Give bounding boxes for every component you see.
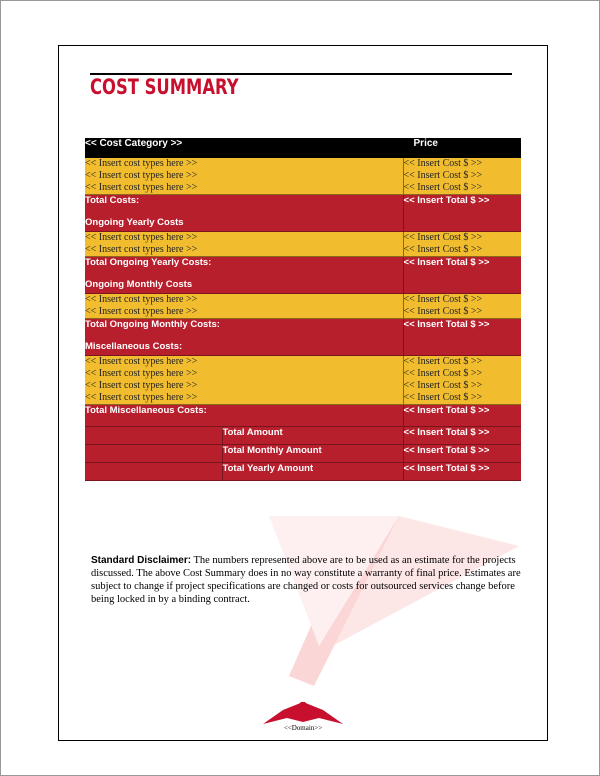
- cost-items-row: [85, 294, 521, 319]
- page-title: COST SUMMARY: [90, 75, 239, 99]
- cost-type-placeholder: << Insert cost types here >>: [85, 306, 198, 317]
- section-total-label-cell: [85, 195, 403, 232]
- cost-price-placeholder: << Insert Cost $ >>: [403, 182, 483, 193]
- grand-total-spacer: [85, 445, 222, 463]
- section-total-label-cell: [85, 405, 403, 427]
- cost-type-placeholder: << Insert cost types here >>: [85, 356, 198, 367]
- section-total-row: [85, 319, 521, 356]
- section-total-label-cell: [85, 257, 403, 294]
- grand-total-row: [85, 427, 521, 445]
- section-total-label: Total Ongoing Monthly Costs:: [85, 319, 220, 330]
- grand-total-label: Total Amount: [222, 427, 403, 445]
- cost-price-placeholder: << Insert Cost $ >>: [403, 158, 483, 169]
- cost-types-cell: [85, 356, 403, 405]
- section-total-value: << Insert Total $ >>: [403, 257, 521, 294]
- section-total-label: Total Costs:: [85, 195, 140, 206]
- section-total-value: << Insert Total $ >>: [403, 405, 521, 427]
- cost-type-placeholder: << Insert cost types here >>: [85, 244, 198, 255]
- grand-total-spacer: [85, 463, 222, 481]
- section-heading: Ongoing Monthly Costs: [85, 279, 193, 290]
- grand-total-row: [85, 445, 521, 463]
- cost-price-placeholder: << Insert Cost $ >>: [403, 356, 483, 367]
- cost-prices-cell: [403, 232, 521, 257]
- cost-types-cell: [85, 158, 403, 195]
- cost-types-cell: [85, 294, 403, 319]
- cost-prices-cell: [403, 356, 521, 405]
- cost-prices-cell: [403, 158, 521, 195]
- cost-price-placeholder: << Insert Cost $ >>: [403, 392, 483, 403]
- cost-items-row: [85, 232, 521, 257]
- section-total-row: [85, 405, 521, 427]
- cost-type-placeholder: << Insert cost types here >>: [85, 380, 198, 391]
- footer-domain: <<Domain>>: [283, 724, 323, 732]
- cost-type-placeholder: << Insert cost types here >>: [85, 232, 198, 243]
- disclaimer-text: The numbers represented above are to be used as an estimate for the projects discussed. The above Cost Summary does in no way constitute a warranty of final price. Estimates are subject to change if project specifications are changed or costs for outsourced services change before being locked in by a binding contract.: [91, 555, 521, 605]
- grand-total-value: << Insert Total $ >>: [403, 427, 521, 445]
- cost-type-placeholder: << Insert cost types here >>: [85, 392, 198, 403]
- section-total-label: Total Ongoing Yearly Costs:: [85, 257, 212, 268]
- cost-type-placeholder: << Insert cost types here >>: [85, 158, 198, 169]
- cost-type-placeholder: << Insert cost types here >>: [85, 182, 198, 193]
- section-total-label-cell: [85, 319, 403, 356]
- disclaimer-label: Standard Disclaimer:: [91, 555, 192, 566]
- cost-type-placeholder: << Insert cost types here >>: [85, 170, 198, 181]
- document-page: [58, 45, 548, 741]
- grand-total-value: << Insert Total $ >>: [403, 445, 521, 463]
- header-cost-category: << Cost Category >>: [85, 138, 403, 158]
- section-heading: Ongoing Yearly Costs: [85, 217, 184, 228]
- cost-price-placeholder: << Insert Cost $ >>: [403, 306, 483, 317]
- section-total-value: << Insert Total $ >>: [403, 195, 521, 232]
- section-total-label: Total Miscellaneous Costs:: [85, 405, 207, 416]
- table-header-row: [85, 138, 521, 158]
- section-total-value: << Insert Total $ >>: [403, 319, 521, 356]
- grand-total-label: Total Monthly Amount: [222, 445, 403, 463]
- cost-type-placeholder: << Insert cost types here >>: [85, 294, 198, 305]
- grand-total-value: << Insert Total $ >>: [403, 463, 521, 481]
- cost-items-row: [85, 356, 521, 405]
- cost-types-cell: [85, 232, 403, 257]
- disclaimer: [91, 554, 523, 606]
- section-total-row: [85, 195, 521, 232]
- cost-price-placeholder: << Insert Cost $ >>: [403, 244, 483, 255]
- star-logo-icon: [263, 702, 343, 726]
- cost-price-placeholder: << Insert Cost $ >>: [403, 294, 483, 305]
- header-price: Price: [403, 138, 521, 158]
- cost-items-row: [85, 158, 521, 195]
- grand-total-spacer: [85, 427, 222, 445]
- cost-price-placeholder: << Insert Cost $ >>: [403, 380, 483, 391]
- grand-total-row: [85, 463, 521, 481]
- section-heading: Miscellaneous Costs:: [85, 341, 183, 352]
- section-total-row: [85, 257, 521, 294]
- cost-type-placeholder: << Insert cost types here >>: [85, 368, 198, 379]
- grand-total-label: Total Yearly Amount: [222, 463, 403, 481]
- cost-price-placeholder: << Insert Cost $ >>: [403, 368, 483, 379]
- cost-summary-table: [85, 138, 521, 481]
- cost-price-placeholder: << Insert Cost $ >>: [403, 170, 483, 181]
- cost-prices-cell: [403, 294, 521, 319]
- cost-price-placeholder: << Insert Cost $ >>: [403, 232, 483, 243]
